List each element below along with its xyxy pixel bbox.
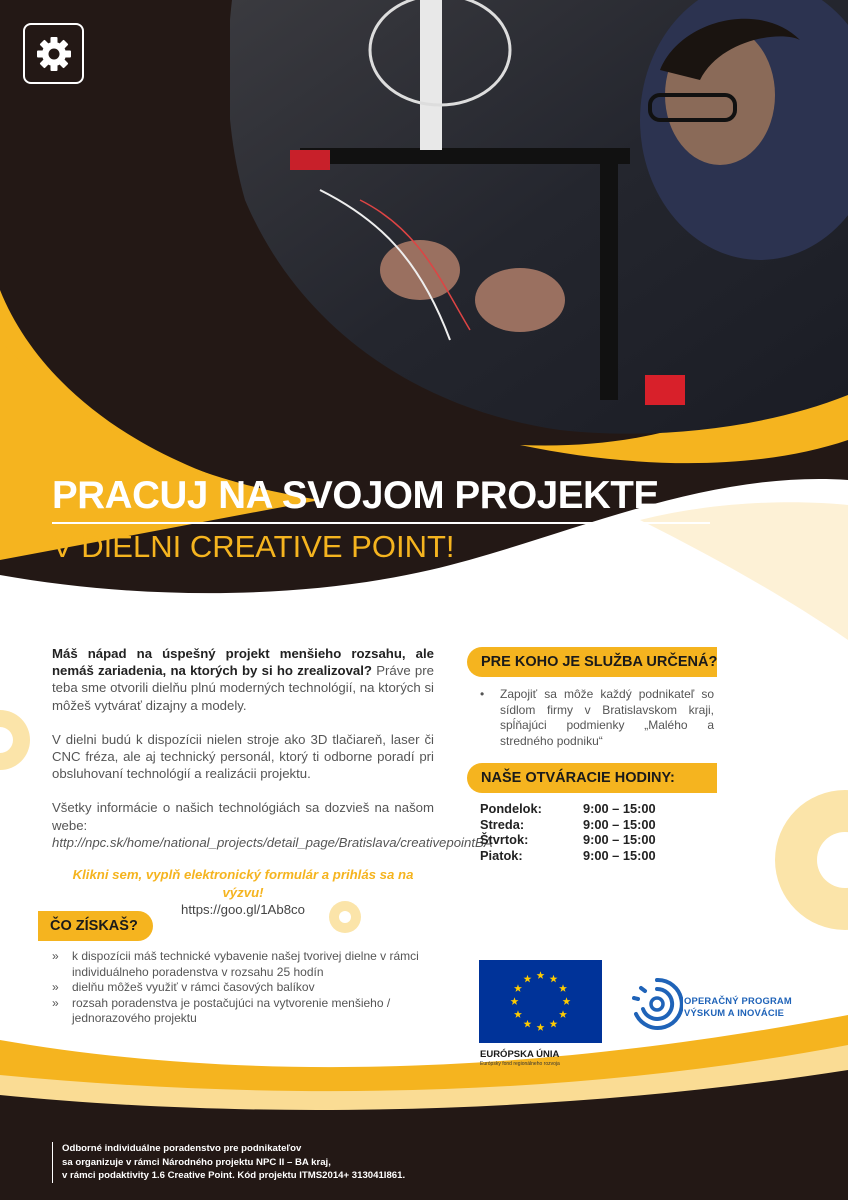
hours-section-header [467,763,717,793]
who-section-title: PRE KOHO JE SLUŽBA URČENÁ? [481,654,718,670]
hours-time: 9:00 – 15:00 [583,847,656,863]
eu-star-icon [514,984,522,992]
who-list [480,687,714,749]
table-row [480,817,656,833]
list-item: » dielňu môžeš využiť v rámci časových balíkov [52,980,442,996]
intro-paragraph-2: V dielni budú k dispozícii nielen stroje ako 3D tlačiareň, laser či CNC fréza, ale aj technický personál, ktorý ti odborne poradí pri obsluhovaní technológií a realizácii projektu. [52,731,434,782]
headline [52,474,712,568]
op-logo-icon [631,976,683,1032]
footer-line: Odborné individuálne poradenstvo pre podnikateľov [62,1143,302,1154]
gear-badge [23,23,84,84]
intro-paragraph-3 [52,799,493,851]
footer-note [52,1142,405,1183]
intro-text [52,645,493,868]
project-url-link[interactable]: http://npc.sk/home/national_projects/detail_page/Bratislava/creativepointBA [52,834,493,850]
who-section-header [467,647,717,677]
hours-day: Pondelok: [480,801,542,816]
gear-icon [35,35,73,73]
list-item: • Zapojiť sa môže každý podnikateľ so sídlom firmy v Bratislavskom kraji, spĺňajúci podmienky „Malého a stredného podniku“ [480,687,714,749]
eu-star-icon [563,997,571,1005]
list-item: » rozsah poradenstva je postačujúci na vytvorenie menšieho / jednorazového projektu [52,996,442,1027]
intro-lead-rest: Práve pre teba sme otvorili dielňu plnú moderných technológií, na ktorých si môžeš vytvárať dizajny a modely. [52,663,434,713]
eu-flag-logo [479,960,602,1043]
footer-line: sa organizuje v rámci Národného projektu NPC II – BA kraj, [62,1156,331,1168]
op-line1: OPERAČNÝ PROGRAM [684,995,792,1006]
table-row [480,801,656,817]
eu-stars-icon [479,960,602,1043]
table-row [480,848,656,864]
hours-time: 9:00 – 15:00 [583,832,656,848]
op-logo-text [684,995,792,1019]
hours-day: Štvrtok: [480,832,529,848]
eu-star-icon [514,1010,522,1018]
op-line2: VÝSKUM A INOVÁCIE [684,1007,785,1018]
intro-paragraph-1 [52,645,434,714]
hours-time: 9:00 – 15:00 [583,801,656,816]
hours-day: Piatok: [480,847,523,863]
list-item: » k dispozícii máš technické vybavenie našej tvorivej dielne v rámci individuálneho poradenstva v rozsahu 25 hodín [52,949,442,980]
eu-star-icon [550,1020,558,1028]
eu-fund-label: Európsky fond regionálneho rozvoja [480,1061,560,1067]
gain-section-title: ČO ZÍSKAŠ? [50,918,138,934]
eu-star-icon [559,984,567,992]
gain-list [52,949,442,1027]
footer-line: v rámci podaktivity 1.6 Creative Point. Kód projektu ITMS2014+ 313041I861. [62,1170,406,1181]
eu-star-icon [550,975,558,983]
headline-line2: V DIELNI CREATIVE POINT! [52,529,455,564]
hours-day: Streda: [480,816,525,832]
eu-star-icon [524,1020,532,1028]
eu-label: EURÓPSKA ÚNIA [480,1049,560,1060]
headline-divider [52,522,710,524]
hours-time: 9:00 – 15:00 [583,816,656,832]
eu-star-icon [559,1010,567,1018]
intro-web-text: Všetky informácie o našich technológiách sa dozvieš na našom webe: [52,800,434,833]
hours-section-title: NAŠE OTVÁRACIE HODINY: [481,770,675,786]
headline-line1: PRACUJ NA SVOJOM PROJEKTE [52,474,659,517]
eu-star-icon [537,971,545,979]
intro-lead: Máš nápad na úspešný projekt menšieho rozsahu, ale nemáš zariadenia, na ktorých by si ho zrealizoval? [52,646,434,679]
eu-star-icon [511,997,519,1005]
opening-hours-table [480,801,656,863]
eu-star-icon [524,975,532,983]
cta-text[interactable]: Klikni sem, vyplň elektronický formulár a prihlás sa na výzvu! [72,867,414,900]
gain-section-header [38,911,153,941]
table-row [480,832,656,848]
eu-star-icon [537,1023,545,1031]
form-link[interactable]: https://goo.gl/1Ab8co [181,902,305,917]
